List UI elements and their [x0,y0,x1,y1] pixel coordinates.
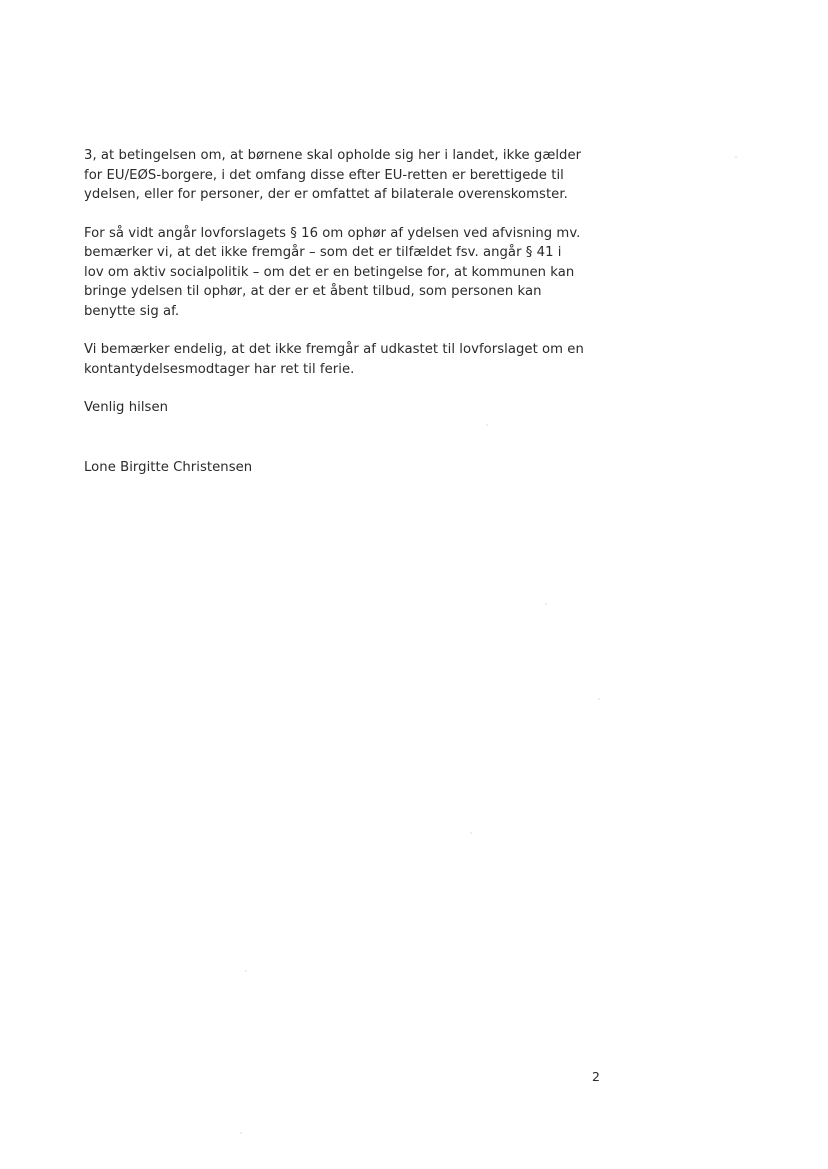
scan-speck [735,156,737,158]
paragraph-section-16 [84,224,624,322]
text-line: For så vidt angår lovforslagets § 16 om ophør af ydelsen ved afvisning mv. [84,225,581,241]
scan-speck [598,698,600,700]
text-line: Vi bemærker endelig, at det ikke fremgår af udkastet til lovforslaget om en [84,342,584,357]
text-line: benytte sig af. [84,303,180,319]
closing-greeting: Venlig hilsen [84,400,169,415]
scan-speck [545,603,547,605]
text-line: ydelsen, eller for personer, der er omfattet af bilaterale overenskomster. [84,187,568,202]
page-number: 2 [592,1069,600,1084]
text-line: bemærker vi, at det ikke fremgår – som det er tilfældet fsv. angår § 41 i [84,245,562,260]
paragraph-holiday [84,340,624,379]
text-line: lov om aktiv socialpolitik – om det er en betingelse for, at kommunen kan [84,264,575,280]
scan-speck [245,970,247,972]
letter-body [84,146,624,477]
text-line: for EU/EØS-borgere, i det omfang disse efter EU-retten er berettigede til [84,167,564,183]
text-line: 3, at betingelsen om, at børnene skal opholde sig her i landet, ikke gælder [84,148,582,163]
text-line: kontantydelsesmodtager har ret til ferie. [84,361,355,377]
signature-name: Lone Birgitte Christensen [84,459,253,475]
scan-speck [470,832,472,834]
text-line: bringe ydelsen til ophør, at der er et åbent tilbud, som personen kan [84,284,542,299]
paragraph-eu-eos-condition [84,146,624,205]
scan-speck [486,424,488,426]
scan-speck [240,1132,242,1134]
